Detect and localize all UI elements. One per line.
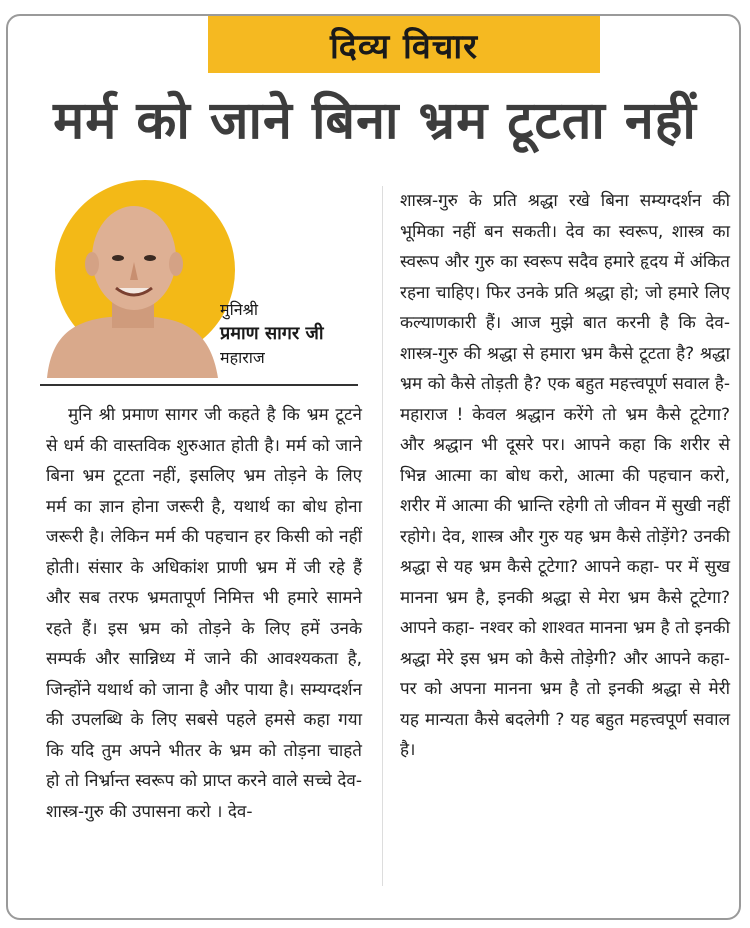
author-title: महाराज [220,348,265,367]
author-rule [40,384,358,386]
monk-portrait-image [42,188,222,378]
headline: मर्म को जाने बिना भ्रम टूटता नहीं [53,91,697,151]
section-banner [208,16,600,73]
author-block [30,180,370,385]
author-photo [42,188,222,378]
author-caption [220,298,324,370]
article-column-right: शास्त्र-गुरु के प्रति श्रद्धा रखे बिना सम्यग्दर्शन की भूमिका नहीं बन सकती। देव का स्वरूप, शास्त्र का स्वरूप और गुरु का स्वरूप सदैव हमारे हृदय में अंकित रहना चाहिए। फिर उनके प्रति श्रद्धा हो; जो हमारे लिए कल्याणकारी हैं। आज मुझे बात करनी है कि देव-शास्त्र-गुरु की श्रद्धा से हमारा भ्रम कैसे टूटता है? श्रद्धा भ्रम को कैसे तोड़ती है? एक बहुत महत्त्वपूर्ण सवाल है- महाराज ! केवल श्रद्धान करेंगे तो भ्रम कैसे टूटेगा? और श्रद्धान भी दूसरे पर। आपने कहा कि शरीर से भिन्न आत्मा का बोध करो, आत्मा की पहचान करो, शरीर में आत्मा की भ्रान्ति रहेगी तो जीवन में सुखी नहीं रहोगे। देव, शास्त्र और गुरु यह भ्रम कैसे तोड़ेंगे? उनकी श्रद्धा से यह भ्रम कैसे टूटेगा? आपने कहा- पर में सुख मानना भ्रम है, इनकी श्रद्धा से मेरा भ्रम कैसे टूटेगा? आपने कहा- नश्वर को शाश्वत मानना भ्रम है तो इनकी श्रद्धा मेरे इस भ्रम को कैसे तोड़ेगी? और आपने कहा- पर को अपना मानना भ्रम है तो इनकी श्रद्धा से मेरी यह मान्यता कैसे बदलेगी ? यह बहुत महत्त्वपूर्ण सवाल है। [400,191,730,760]
author-prefix: मुनिश्री [220,300,259,319]
article-column-left: मुनि श्री प्रमाण सागर जी कहते है कि भ्रम टूटने से धर्म की वास्तविक शुरुआत होती है। मर्म को जाने बिना भ्रम टूटता नहीं, इसलिए भ्रम तोड़ने के लिए मर्म का ज्ञान होना जरूरी है, यथार्थ का बोध होना जरूरी है। लेकिन मर्म की पहचान हर किसी को नहीं होती। संसार के अधिकांश प्राणी भ्रम में जी रहे हैं और सब तरफ भ्रमतापूर्ण निमित्त भी हमारे सामने रहते हैं। इस भ्रम को तोड़ने के लिए हमें उनके सम्पर्क और सान्निध्य में जाने की आवश्यकता है, जिन्होंने यथार्थ को जाना है और पाया है। सम्यग्दर्शन की उपलब्धि के लिए सबसे पहले हमसे कहा गया कि यदि तुम अपने भीतर के भ्रम को तोड़ना चाहते हो तो निर्भ्रान्त स्वरूप को प्राप्त करने वाले सच्चे देव-शास्त्र-गुरु की उपासना करो । देव- [46,405,362,822]
section-label: दिव्य विचार [329,26,479,67]
column-divider [382,186,383,886]
author-name: प्रमाण सागर जी [220,323,324,344]
